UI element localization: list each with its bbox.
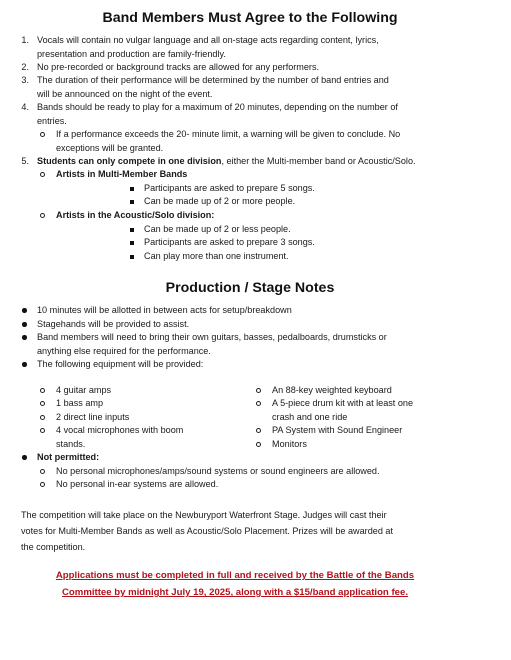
- square-bullet: [130, 241, 134, 245]
- production-bullet-text: Band members will need to bring their own guitars, basses, pedalboards, drumsticks or: [37, 332, 387, 342]
- bullet-dot: [22, 308, 27, 313]
- competition-line: The competition will take place on the Newburyport Waterfront Stage. Judges will cast their: [21, 510, 387, 520]
- equipment-item: PA System with Sound Engineer: [272, 425, 403, 435]
- equipment-item: 4 guitar amps: [56, 385, 112, 395]
- rule-bold-text: Students can only compete in one division: [37, 156, 222, 166]
- equipment-item: An 88-key weighted keyboard: [272, 385, 392, 395]
- equipment-item: crash and one ride: [272, 412, 348, 422]
- rule-text-line: entries.: [37, 116, 67, 126]
- rule-number: 2.: [21, 62, 29, 72]
- multi-member-heading: Artists in Multi-Member Bands: [56, 169, 188, 179]
- sub-bullet-circle: [40, 469, 45, 474]
- sub-bullet-circle: [256, 428, 261, 433]
- sub-bullet-circle: [256, 388, 261, 393]
- acoustic-item: Participants are asked to prepare 3 songs.: [144, 237, 315, 247]
- not-permitted-item: No personal in-ear systems are allowed.: [56, 479, 219, 489]
- rule-text-line: Vocals will contain no vulgar language and all on-stage acts regarding content, lyrics,: [37, 35, 379, 45]
- sub-bullet-circle: [40, 172, 45, 177]
- square-bullet: [130, 228, 134, 232]
- sub-bullet-circle: [256, 401, 261, 406]
- not-permitted-label: Not permitted:: [37, 452, 100, 462]
- production-title: Production / Stage Notes: [165, 280, 335, 296]
- rule-text-line: Bands should be ready to play for a maximum of 20 minutes, depending on the number of: [37, 102, 398, 112]
- acoustic-item: Can play more than one instrument.: [144, 251, 289, 261]
- sub-bullet-circle: [40, 428, 45, 433]
- rule-number: 5.: [21, 156, 29, 166]
- rule-text-line: The duration of their performance will be determined by the number of band entries and: [37, 75, 389, 85]
- production-bullet-text: 10 minutes will be allotted in between acts for setup/breakdown: [37, 305, 292, 315]
- equipment-item: Monitors: [272, 439, 307, 449]
- competition-line: the competition.: [21, 542, 86, 552]
- sub-bullet-circle: [256, 442, 261, 447]
- square-bullet: [130, 255, 134, 259]
- application-notice-line: Applications must be completed in full and received by the Battle of the Bands: [55, 570, 415, 581]
- sub-bullet-circle: [40, 388, 45, 393]
- equipment-item: 2 direct line inputs: [56, 412, 130, 422]
- bullet-dot: [22, 322, 27, 327]
- acoustic-heading: Artists in the Acoustic/Solo division:: [56, 210, 215, 220]
- equipment-item: 4 vocal microphones with boom: [56, 425, 184, 435]
- bullet-dot: [22, 335, 27, 340]
- not-permitted-item: No personal microphones/amps/sound systems or sound engineers are allowed.: [56, 466, 380, 476]
- rule-text-line: presentation and production are family-friendly.: [37, 49, 226, 59]
- bullet-dot: [22, 455, 27, 460]
- sub-bullet-circle: [40, 415, 45, 420]
- square-bullet: [130, 187, 134, 191]
- rule-text-line: will be announced on the night of the event.: [37, 89, 213, 99]
- sub-item-text: exceptions will be granted.: [56, 143, 164, 153]
- rule-rest-text: , either the Multi-member band or Acoustic/Solo.: [221, 156, 416, 166]
- production-bullet-text: anything else required for the performance.: [37, 346, 211, 356]
- sub-bullet-circle: [40, 482, 45, 487]
- multi-member-item: Participants are asked to prepare 5 songs.: [144, 183, 315, 193]
- production-bullet-text: The following equipment will be provided:: [37, 359, 204, 369]
- production-bullet-text: Stagehands will be provided to assist.: [37, 319, 190, 329]
- sub-bullet-circle: [40, 132, 45, 137]
- equipment-item: A 5-piece drum kit with at least one: [272, 398, 414, 408]
- sub-bullet-circle: [40, 213, 45, 218]
- application-notice-line: Committee by midnight July 19, 2025, along with a $15/band application fee.: [62, 587, 408, 598]
- acoustic-item: Can be made up of 2 or less people.: [144, 224, 291, 234]
- square-bullet: [130, 200, 134, 204]
- rule-number: 3.: [21, 75, 29, 85]
- multi-member-item: Can be made up of 2 or more people.: [144, 196, 296, 206]
- rule-text-line: No pre-recorded or background tracks are allowed for any performers.: [37, 62, 320, 72]
- equipment-item: stands.: [56, 439, 86, 449]
- rule-number: 4.: [21, 102, 29, 112]
- equipment-item: 1 bass amp: [56, 398, 104, 408]
- rules-title: Band Members Must Agree to the Following: [102, 10, 398, 26]
- sub-bullet-circle: [40, 401, 45, 406]
- sub-item-text: If a performance exceeds the 20- minute limit, a warning will be given to conclude. No: [56, 129, 401, 139]
- competition-line: votes for Multi-Member Bands as well as Acoustic/Solo Placement. Prizes will be awarded at: [21, 526, 393, 536]
- bullet-dot: [22, 362, 27, 367]
- rule-number: 1.: [21, 35, 29, 45]
- rule-text-line: [37, 155, 416, 168]
